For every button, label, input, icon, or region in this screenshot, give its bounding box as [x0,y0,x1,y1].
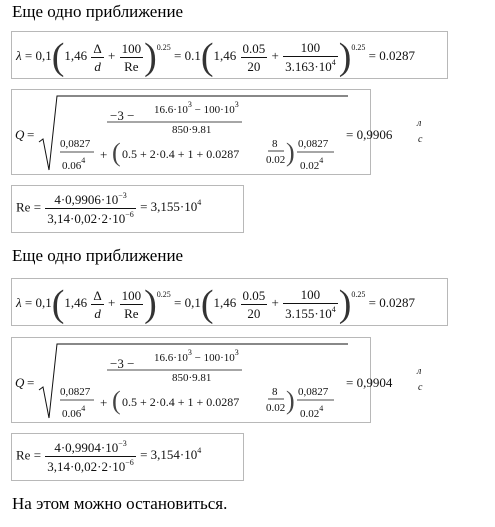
fraction-numerator: 100 [283,288,338,304]
equals-sign: = [24,294,33,310]
lambda-formula-1 [16,38,415,76]
minus-three: −3 − [110,108,135,123]
coef-01: 0,1 [35,294,52,310]
paren-open: ( [51,283,65,325]
term-b-numerator: 0,0827 [298,138,329,150]
loss-sum: 0.5 + 2·0.4 + 1 + 0.0287 [122,395,240,409]
equals-value: = 0.1 [174,47,201,63]
equals-sign: = [33,447,42,463]
reynolds-formula-2 [16,440,201,473]
loss-sum: 0.5 + 2·0.4 + 1 + 0.0287 [122,147,240,161]
fraction-denominator: Re [124,58,139,74]
ratio-numerator: 8 [272,138,278,150]
coef-01: 0,1 [35,47,52,63]
flow-rate-formula-box-2 [11,337,371,423]
fraction-delta-d [91,42,103,73]
lambda-result: = 0.0287 [368,47,415,63]
lambda-formula-box-1 [11,31,448,79]
pressure-denominator: 850·9.81 [172,124,212,136]
fraction-denominator: $3,14\cdot 0,02\cdot 2\cdot 10^{-6}$ [47,210,134,226]
reynolds-result: = $3,155\cdot 10^4$ [140,198,202,215]
flow-rate-result-1: = 0,9906 [346,127,393,142]
unit-second: с [418,382,423,393]
plus-sign: + [108,47,116,63]
fraction-numerator: 100 [121,40,142,56]
reynolds-result: = $3,154\cdot 10^4$ [140,446,202,463]
fraction-numerator: $4\cdot 0,9904\cdot 10^{-3}$ [45,440,136,457]
fraction-005-20 [241,289,268,320]
pressure-denominator: 850·9.81 [172,372,212,384]
lambda-symbol: λ [16,47,22,63]
equals-sign: = [27,375,35,390]
fraction-denominator: d [94,58,101,74]
fraction-numerator: $4\cdot 0,9906\cdot 10^{-3}$ [45,192,136,209]
unit-liter: л [417,118,422,129]
paren-open: ( [200,36,214,78]
plus-sign: + [100,395,108,410]
ratio-numerator: 8 [272,386,278,398]
q-symbol: Q [15,127,25,142]
paren-close: ) [144,283,157,325]
paren-open: ( [112,138,121,167]
flow-rate-formula-box-1 [11,89,371,175]
exponent: 0.25 [351,289,366,299]
unit-second: с [418,134,423,145]
exponent: 0.25 [156,42,171,52]
plus-sign: + [100,147,108,162]
lambda-formula-2 [16,285,415,323]
reynolds-fraction [45,192,136,225]
lambda-symbol: λ [16,294,22,310]
plus-sign: + [271,47,279,63]
fraction-denominator: $3.155\cdot 10^4$ [285,305,336,321]
fraction-100-re-value [283,41,338,73]
heading-approximation-2: Еще одно приближение [12,246,184,265]
equals-sign: = [33,199,42,215]
term-b-denominator: 0.02$^4$ [300,404,324,420]
exponent: 0.25 [156,289,171,299]
paren-open: ( [200,283,214,325]
re-symbol: Re [16,447,31,463]
reynolds-formula-box-1 [11,185,244,233]
reynolds-fraction [45,440,136,473]
pressure-numerator: $16.6\cdot 10^3 - 100\cdot 10^3$ [154,100,239,116]
q-symbol: Q [15,375,25,390]
lambda-formula-box-2 [11,278,448,326]
paren-close: ) [144,36,157,78]
fraction-denominator: d [94,305,101,321]
unit-liter: л [417,366,422,377]
exponent: 0.25 [351,42,366,52]
equals-sign: = [27,127,35,142]
fraction-100-re [120,289,144,320]
equals-sign: = [24,47,33,63]
fraction-delta-d [91,289,103,320]
flow-rate-result-2: = 0,9904 [346,375,393,390]
paren-close: ) [338,36,352,78]
paren-open: ( [51,36,65,78]
fraction-denominator: $3,14\cdot 0,02\cdot 2\cdot 10^{-6}$ [47,458,134,474]
ratio-denominator: 0.02 [266,402,286,414]
fraction-denominator: 20 [247,58,261,74]
coef-146: 1,46 [213,47,237,63]
paren-open: ( [112,386,121,415]
re-symbol: Re [16,199,31,215]
paren-close: ) [338,283,352,325]
coef-146: 1,46 [64,294,88,310]
term-a-denominator: 0.06$^4$ [62,156,86,172]
fraction-denominator: Re [124,305,139,321]
fraction-numerator: 0.05 [242,287,266,303]
term-a-numerator: 0,0827 [60,386,91,398]
fraction-numerator: 100 [283,41,338,57]
ratio-denominator: 0.02 [266,154,286,166]
fraction-denominator: $3.163\cdot 10^4$ [285,58,336,74]
fraction-denominator: 20 [247,305,261,321]
term-b-denominator: 0.02$^4$ [300,156,324,172]
paren-close: ) [286,386,295,415]
minus-three: −3 − [110,356,135,371]
term-a-denominator: 0.06$^4$ [62,404,86,420]
fraction-numerator: 100 [121,287,142,303]
term-b-numerator: 0,0827 [298,386,329,398]
coef-146: 1,46 [213,294,237,310]
fraction-numerator: 0.05 [242,40,266,56]
reynolds-formula-1 [16,192,201,225]
plus-sign: + [271,294,279,310]
equals-value: = 0,1 [174,294,201,310]
flow-rate-formula-2 [12,338,370,422]
fraction-numerator: Δ [93,287,102,303]
fraction-numerator: Δ [93,40,102,56]
plus-sign: + [108,294,116,310]
fraction-100-re [120,42,144,73]
reynolds-formula-box-2 [11,433,244,481]
conclusion-text: На этом можно остановиться. [12,494,228,513]
term-a-numerator: 0,0827 [60,138,91,150]
lambda-result: = 0.0287 [368,294,415,310]
pressure-numerator: $16.6\cdot 10^3 - 100\cdot 10^3$ [154,348,239,364]
flow-rate-formula-1 [12,90,370,174]
coef-146: 1,46 [64,47,88,63]
fraction-005-20 [241,42,268,73]
fraction-100-re-value [283,288,338,320]
paren-close: ) [286,138,295,167]
heading-approximation-1: Еще одно приближение [12,2,184,21]
